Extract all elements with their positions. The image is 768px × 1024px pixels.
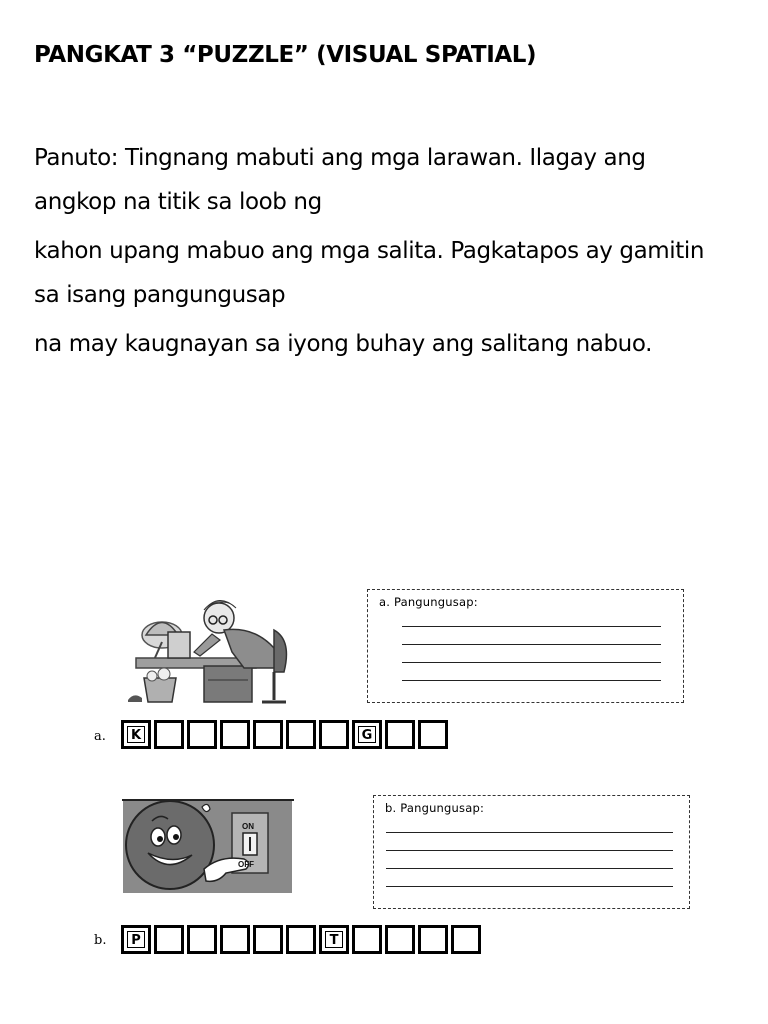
letter-input-box[interactable] (154, 720, 184, 749)
writing-line (402, 644, 661, 645)
writing-line (386, 832, 673, 833)
answer-label-b: b. Pangungusap: (385, 801, 485, 815)
given-letter: T (325, 931, 343, 948)
letter-input-box[interactable] (352, 925, 382, 954)
switch-off-label: OFF (238, 860, 254, 869)
letter-input-box[interactable] (253, 720, 283, 749)
writing-line (386, 850, 673, 851)
smiling-ball-switch-illustration (122, 799, 294, 894)
given-letter: G (358, 726, 376, 743)
worksheet-heading: PANGKAT 3 “PUZZLE” (VISUAL SPATIAL) (34, 42, 537, 68)
given-letter: K (127, 726, 145, 743)
answer-box-a[interactable] (367, 589, 684, 703)
writing-line (386, 886, 673, 887)
given-letter-box (121, 925, 151, 954)
writing-line (386, 868, 673, 869)
writing-line (402, 626, 661, 627)
letter-input-box[interactable] (418, 720, 448, 749)
answer-box-b[interactable] (373, 795, 690, 909)
writing-line (402, 680, 661, 681)
letter-input-box[interactable] (187, 720, 217, 749)
given-letter-box (319, 925, 349, 954)
letter-boxes-a (121, 720, 451, 749)
letter-input-box[interactable] (286, 720, 316, 749)
letter-input-box[interactable] (220, 925, 250, 954)
letter-input-box[interactable] (319, 720, 349, 749)
instructions-line-2: kahon upang mabuo ang mga salita. Pagkatapos ay gamitin sa isang pangungusap (34, 238, 705, 308)
letter-boxes-b (121, 925, 484, 954)
given-letter-box (352, 720, 382, 749)
writing-line (402, 662, 661, 663)
letter-input-box[interactable] (220, 720, 250, 749)
letter-input-box[interactable] (385, 925, 415, 954)
instructions-line-3: na may kaugnayan sa iyong buhay ang salitang nabuo. (34, 331, 653, 357)
switch-on-label: ON (242, 822, 254, 831)
item-label-a: a. (94, 729, 106, 744)
letter-input-box[interactable] (154, 925, 184, 954)
person-at-desk-illustration (124, 590, 296, 710)
item-label-b: b. (94, 933, 107, 948)
given-letter-box (121, 720, 151, 749)
letter-input-box[interactable] (418, 925, 448, 954)
letter-input-box[interactable] (187, 925, 217, 954)
letter-input-box[interactable] (286, 925, 316, 954)
letter-input-box[interactable] (385, 720, 415, 749)
letter-input-box[interactable] (253, 925, 283, 954)
letter-input-box[interactable] (451, 925, 481, 954)
instructions-line-1: Panuto: Tingnang mabuti ang mga larawan. Ilagay ang angkop na titik sa loob ng (34, 145, 646, 215)
answer-label-a: a. Pangungusap: (379, 595, 478, 609)
given-letter: P (127, 931, 145, 948)
